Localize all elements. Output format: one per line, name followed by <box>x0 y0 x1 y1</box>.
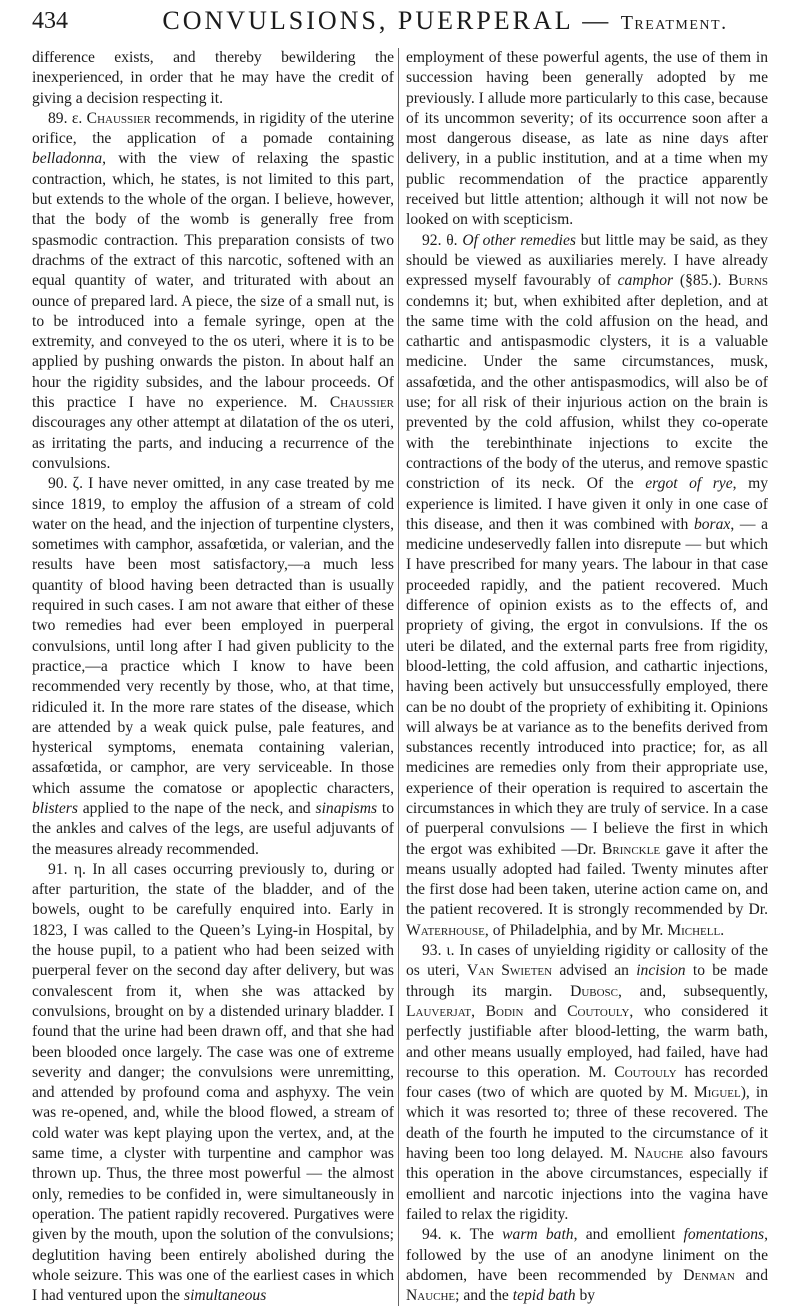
paragraph-90: 90. ζ. I have never omitted, in any case treated by me since 1819, to employ the affusion of a stream of cold water on the head, and the injection of turpentine clysters, sometimes with camphor, assafœtida, or valerian, and the results have been most satisfactory,—a much less quantity of blood having been detracted than is usually required in such cases. I am not aware that either of these two remedies had ever been employed in puerperal convulsions, until long after I had given publicity to the practice,—a practice which I know to have been recommended very recently by those, who, at that time, ridiculed it. In the more rare states of the disease, which are attended by a weak quick pulse, pale features, and hysterical symptoms, enemata containing valerian, assafœtida, or camphor, are very serviceable. In those which assume the comatose or apoplectic characters, blisters applied to the nape of the neck, and sinapisms to the ankles and calves of the legs, are useful adjuvants of the measures already recommended. <box>32 475 394 858</box>
author-name: Burns <box>728 272 769 290</box>
italic-term: fomentations <box>683 1226 765 1244</box>
page-header <box>32 4 768 44</box>
right-column <box>406 48 768 1306</box>
italic-term: camphor <box>617 272 674 290</box>
paragraph-91: 91. η. In all cases occurring previously to, during or after parturition, the state of the bladder, and of the bowels, ought to be carefully enquired into. Early in 1823, I was called to the Queen’s Lying-in Hospital, by the house pupil, to a patient who had been seized with puerperal fever on the second day after delivery, but was convalescent from it, when she was attacked by convulsions, brought on by a distended urinary bladder. I found that the urine had been drawn off, and that she had been blooded once largely. The case was one of extreme severity and danger; the convulsions were unremitting, and attended by profound coma and asphyxy. The vein was re-opened, and, while the blood flowed, a stream of cold water was kept playing upon the vertex, and, at the same time, a clyster with turpentine and camphor was thrown up. Thus, the three most powerful — the almost only, remedies to be confided in, were simultaneously in operation. The patient rapidly recovered. Purgatives were given by the mouth, upon the solution of the convulsions; deglutition having been entirely abolished during the whole seizure. This was one of the earliest cases in which I had ventured upon the simultaneous <box>32 860 394 1305</box>
paragraph-92: 92. θ. Of other remedies but little may be said, as they should be viewed as auxiliaries merely. I have already expressed myself favourably of camphor (§85.). Burns condemns it; but, when exhibited after depletion, and at the same time with the cold affusion on the head, and cathartic and antispasmodic clysters, it is a valuable medicine. Under the same circumstances, musk, assafœtida, and the other antispasmodics, will also be of use; for all risk of their injurious action on the brain is prevented by the cold affusion, whilst they co-operate with the terebinthinate injections to excite the contractions of the body of the uterus, and remove spastic constriction of its neck. Of the ergot of rye, my experience is limited. I have given it only in one case of this disease, and then it was combined with borax, — a medicine undeservedly fallen into disrepute — but which I have prescribed for many years. The labour in that case proceeded rapidly, and the patient recovered. Much difference of opinion exists as to the effects of, and propriety of giving, the ergot in convulsions. If the os uteri be dilated, and the external parts free from rigidity, blood-letting, the cold affusion, and cathartic injections, having been actively but unsuccessfully employed, there can be no doubt of the propriety of exhibiting it. Opinions will always be at variance as to the benefits derived from substances recently introduced into practice; for, as all medicines are remedies only from their appropriate use, experience of their operation is required to ascertain the circumstances in which they are truly of service. In a case of puerperal convulsions — I believe the first in which the ergot was exhibited —Dr. Brinckle gave it after the means usually adopted had failed. Twenty minutes after the first dose had been taken, uterine action came on, and the patient recovered. It is strongly recommended by Dr. Waterhouse, of Philadelphia, and by Mr. Michell. <box>406 231 769 939</box>
italic-term: tepid bath <box>512 1287 576 1305</box>
running-title-main: CONVULSIONS, PUERPERAL <box>162 6 573 35</box>
author-name: Michell <box>667 921 721 939</box>
paragraph-89: 89. ε. Chaussier recommends, in rigidity of the uterine orifice, the application of a pomade containing belladonna, with the view of relaxing the spastic contraction, which, he states, is not limited to this part, but extends to the whole of the organ. I believe, however, that the body of the womb is generally free from spasmodic contraction. This preparation consists of two drachms of the extract of this narcotic, softened with an equal quantity of water, and triturated with about an ounce of prepared lard. A piece, the size of a small nut, is to be introduced into a female syringe, open at the extremity, and conveyed to the os uteri, where it is to be applied by pushing onwards the piston. In about half an hour the rigidity subsides, and the labour proceeds. Of this practice I have no experience. M. Chaussier discourages any other attempt at dilatation of the os uteri, as irritating the parts, and inducing a recurrence of the convulsions. <box>32 109 394 472</box>
author-name: Waterhouse <box>406 921 485 939</box>
author-name: Coutouly <box>567 1002 630 1020</box>
author-name: Chaussier <box>86 109 151 127</box>
italic-term: borax <box>693 515 731 533</box>
author-name: Brinckle <box>601 840 661 858</box>
running-title <box>122 6 768 36</box>
author-name: Miguel <box>693 1084 741 1102</box>
author-name: Van Swieten <box>466 962 553 980</box>
paragraph: employment of these powerful agents, the use of them in succession having been generally adopted by me previously. I allude more particularly to this case, because of its uncommon severity; of its occurrence soon after a most dangerous disease, as late as nine days after delivery, in a public institution, and at a time when my public recommendation of the practice apparently received but little attention; although it will not now be looked on with scepticism. <box>406 49 768 229</box>
author-name: Coutouly <box>614 1063 677 1081</box>
italic-term: warm bath <box>502 1226 574 1244</box>
italic-term: simultaneous <box>184 1287 267 1305</box>
italic-term: blisters <box>32 799 78 817</box>
author-name: Chaussier <box>329 394 394 412</box>
paragraph-94: 94. κ. The warm bath, and emollient fomentations, followed by the use of an anodyne liniment on the abdomen, have been recommended by Denman and Nauche; and the tepid bath by <box>406 1226 769 1305</box>
column-divider <box>398 48 399 1306</box>
author-name: Nauche <box>406 1287 456 1305</box>
running-title-dash: — <box>572 6 621 35</box>
author-name: Nauche <box>634 1145 684 1163</box>
paragraph-93: 93. ι. In cases of unyielding rigidity or callosity of the os uteri, Van Swieten advised an incision to be made through its margin. Dubosc, and, subsequently, Lauverjat, Bodin and Coutouly, who considered it perfectly justifiable after blood-letting, the warm bath, and other means usually employed, had failed, have had recourse to this operation. M. Coutouly has recorded four cases (two of which are quoted by M. Miguel), in which it was resorted to; three of these recovered. The death of the fourth he imputed to the circumstance of it having been too long delayed. M. Nauche also favours this operation in the above circumstances, especially if emollient and narcotic injections into the vagina have failed to relax the rigidity. <box>406 942 769 1223</box>
italic-term: incision <box>636 962 686 980</box>
author-name: Lauverjat <box>406 1002 472 1020</box>
italic-term: ergot of rye <box>645 475 733 493</box>
page-number: 434 <box>32 8 68 34</box>
paragraph: difference exists, and thereby bewildering the inexperienced, in order that he may have the credit of giving a decision respecting it. <box>32 49 394 107</box>
author-name: Dubosc <box>570 982 619 1000</box>
italic-term: belladonna <box>32 150 103 168</box>
author-name: Bodin <box>485 1002 524 1020</box>
running-title-subtitle: Treatment. <box>620 12 728 34</box>
italic-term: sinapisms <box>315 799 378 817</box>
left-column <box>32 48 394 1306</box>
author-name: Denman <box>683 1266 735 1284</box>
italic-term: Of other remedies <box>462 231 576 249</box>
